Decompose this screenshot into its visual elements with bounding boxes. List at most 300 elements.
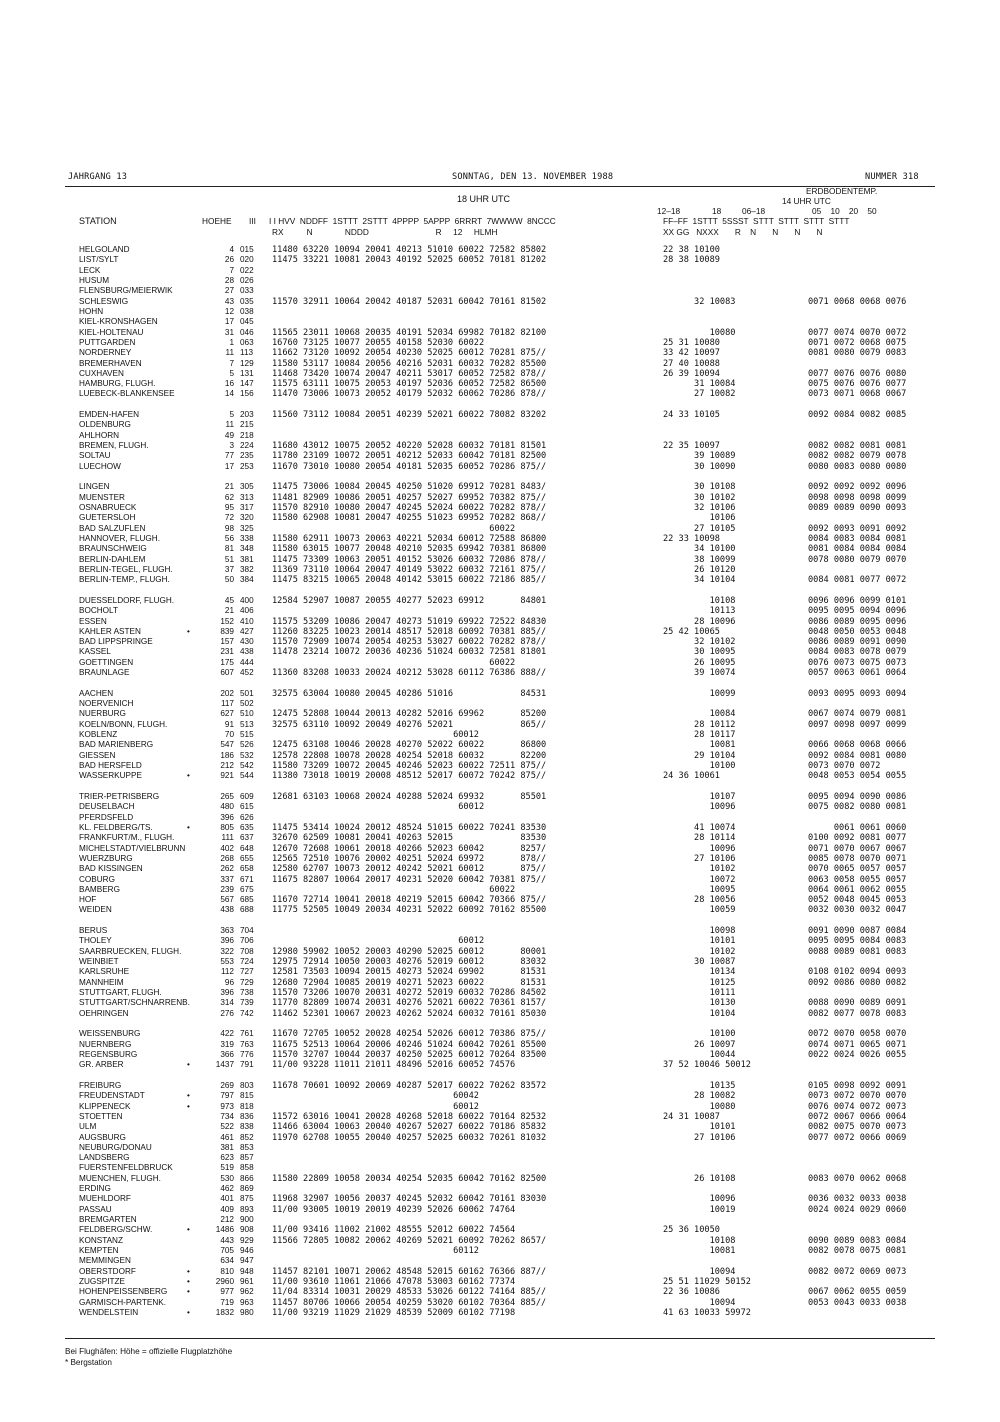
station-height: 26 — [224, 255, 234, 265]
synop-groups: 12980 59902 10052 20003 40290 52025 60012 80001 — [272, 946, 547, 957]
station-height: 734 — [220, 1111, 234, 1121]
station-row — [0, 524, 1000, 534]
station-id: 045 — [240, 317, 254, 327]
soil-temps: 0084 0083 0078 0079 — [808, 647, 907, 658]
station-name: FRANKFURT/M., FLUGH. — [79, 833, 175, 843]
period-groups: 22 38 10100 — [663, 245, 720, 255]
soil-temps: 0074 0071 0065 0071 — [808, 1039, 907, 1050]
station-row — [0, 575, 1000, 585]
station-height: 231 — [220, 647, 234, 657]
right-header-2: XX GG NXXX R N N N N — [663, 227, 823, 237]
synop-groups: 11/00 93005 10019 20019 40239 52026 60062 74764 — [272, 1204, 516, 1215]
synop-groups: 11675 52513 10064 20006 40246 51024 60042 70261 85500 — [272, 1039, 547, 1050]
synop-groups: 11580 62911 10073 20063 40221 52034 60012 72588 86800 — [272, 533, 547, 544]
synop-groups: 11475 83215 10065 20048 40142 53015 60022 72186 885// — [272, 575, 547, 586]
station-row — [0, 451, 1000, 461]
station-name: FREUDENSTADT — [79, 1091, 145, 1101]
station-name: BERLIN-TEMP., FLUGH. — [79, 575, 170, 585]
period-groups: 10099 — [663, 688, 736, 699]
period-groups: 10081 — [663, 1246, 736, 1257]
spacer-row — [0, 400, 1000, 410]
station-height: 31 — [224, 327, 234, 337]
station-height: 553 — [220, 957, 234, 967]
station-id: 438 — [240, 647, 254, 657]
period-groups: 26 10120 — [663, 564, 736, 575]
station-row — [0, 854, 1000, 864]
station-row — [0, 379, 1000, 389]
period-groups: 28 38 10089 — [663, 255, 720, 266]
station-id: 655 — [240, 853, 254, 863]
station-height: 117 — [220, 699, 234, 709]
soil-temps: 0070 0065 0057 0057 — [808, 864, 907, 875]
station-id: 738 — [240, 988, 254, 998]
station-height: 530 — [220, 1173, 234, 1183]
period-groups: 10101 — [663, 936, 736, 947]
station-header: STATION — [79, 216, 117, 226]
station-height: 1 — [229, 337, 234, 347]
station-row — [0, 802, 1000, 812]
period-groups: 10044 — [663, 1049, 736, 1060]
soil-temps: 0077 0074 0070 0072 — [808, 327, 907, 338]
synop-groups: 11675 82807 10064 20017 40231 52020 60042 70381 875// — [272, 874, 547, 885]
station-height: 401 — [220, 1194, 234, 1204]
station-name: KASSEL — [79, 647, 111, 657]
soil-temps: 0048 0050 0053 0048 — [808, 626, 907, 637]
spacer-row — [0, 1019, 1000, 1029]
synop-groups: 11580 53117 10084 20056 40216 52031 60032 70282 85500 — [272, 358, 547, 369]
synop-groups: 11570 73206 10070 20031 40272 52019 60032 70286 84502 — [272, 988, 547, 999]
station-name: FUERSTENFELDBRUCK — [79, 1163, 173, 1173]
synop-groups: 11570 82910 10080 20047 40245 52024 60022 70282 878// — [272, 503, 547, 513]
synop-groups: 11466 63004 10063 20040 40267 52027 60022 70186 85832 — [272, 1122, 547, 1133]
station-id: 727 — [240, 967, 254, 977]
spacer-row — [0, 1071, 1000, 1081]
synop-groups: 11678 70601 10092 20069 40287 52017 60022 70262 83572 — [272, 1080, 547, 1091]
period-groups: 25 42 10065 — [663, 626, 720, 637]
synop-groups: 11475 53414 10024 20012 48524 51015 60022 70241 83530 — [272, 822, 547, 833]
station-id: 513 — [240, 719, 254, 729]
station-name: BAD HERSFELD — [79, 761, 142, 770]
soil-temps: 0072 0067 0066 0064 — [808, 1111, 907, 1122]
station-id: 685 — [240, 895, 254, 905]
station-height: 634 — [220, 1256, 234, 1266]
station-name: LIST/SYLT — [79, 255, 119, 265]
station-height: 337 — [220, 874, 234, 884]
station-height: 27 — [224, 286, 234, 296]
period-groups: 10100 — [663, 761, 736, 771]
period-groups: 39 10089 — [663, 451, 736, 462]
spacer-row — [0, 916, 1000, 926]
station-height: 519 — [220, 1163, 234, 1173]
period-groups: 27 10106 — [663, 1132, 736, 1143]
station-name: FREIBURG — [79, 1080, 122, 1090]
station-row — [0, 1122, 1000, 1132]
soil-temps: 0067 0062 0055 0059 — [808, 1287, 907, 1298]
synop-groups: 60022 — [272, 884, 516, 895]
station-height: 396 — [220, 812, 234, 822]
soil-temps: 0082 0077 0078 0083 — [808, 1008, 907, 1019]
station-name: KAHLER ASTEN — [79, 626, 141, 636]
period-groups: 24 31 10087 — [663, 1111, 720, 1122]
period-groups: 10059 — [663, 905, 736, 916]
station-name: AHLHORN — [79, 430, 120, 440]
synop-groups: 11570 72909 10074 20054 40253 53027 60022 70282 878// — [272, 637, 547, 648]
station-id: 836 — [240, 1111, 254, 1121]
station-height: 212 — [220, 761, 234, 770]
station-row — [0, 596, 1000, 606]
station-id: 501 — [240, 688, 254, 698]
synop-groups: 11/00 93610 11061 21066 47078 53003 60162 77374 — [272, 1277, 516, 1287]
synop-groups: 11780 23109 10072 20051 40212 52033 60042 70181 82500 — [272, 451, 547, 462]
station-row — [0, 1102, 1000, 1112]
station-row — [0, 276, 1000, 286]
station-name: NORDERNEY — [79, 348, 132, 358]
synop-groups: 11475 73309 10063 20051 40152 53026 60032 72086 878// — [272, 554, 547, 565]
synop-groups: 16760 73125 10077 20055 40158 52030 60022 — [272, 337, 485, 348]
station-row — [0, 1277, 1000, 1287]
station-row — [0, 1133, 1000, 1143]
station-height: 49 — [224, 430, 234, 440]
station-row — [0, 534, 1000, 544]
station-name: LUECHOW — [79, 461, 121, 471]
station-id: 947 — [240, 1256, 254, 1266]
synop-groups: 11/00 93416 11002 21002 48555 52012 60022 74564 — [272, 1225, 516, 1236]
station-name: OLDENBURG — [79, 420, 131, 430]
soil-temps: 0078 0080 0079 0070 — [808, 554, 907, 565]
station-id: 929 — [240, 1235, 254, 1245]
station-name: WASSERKUPPE — [79, 771, 142, 781]
mountain-marker: • — [187, 1091, 190, 1101]
station-name: HOF — [79, 895, 97, 905]
soil-temps: 0081 0084 0084 0084 — [808, 544, 907, 555]
station-row — [0, 328, 1000, 338]
station-row — [0, 957, 1000, 967]
station-row — [0, 1029, 1000, 1039]
station-height: 7 — [229, 265, 234, 275]
station-row — [0, 462, 1000, 472]
station-id: 502 — [240, 699, 254, 709]
period-groups: 28 10096 — [663, 616, 736, 627]
period-groups: 10108 — [663, 1235, 736, 1246]
station-row — [0, 606, 1000, 616]
station-row — [0, 823, 1000, 833]
synop-groups: 11565 23011 10068 20035 40191 52034 69982 70182 82100 — [272, 327, 547, 338]
synop-groups: 11580 22809 10058 20034 40254 52035 60042 70162 82500 — [272, 1173, 547, 1184]
synop-groups: 11/00 93228 11011 21011 48496 52016 60052 74576 — [272, 1060, 516, 1071]
synop-groups: 11970 62708 10055 20040 40257 52025 60032 70261 81032 — [272, 1132, 547, 1143]
station-height: 91 — [224, 719, 234, 729]
period-groups: 28 10112 — [663, 719, 736, 730]
station-height: 402 — [220, 843, 234, 853]
station-row — [0, 286, 1000, 296]
soil-temps: 0089 0089 0090 0093 — [808, 503, 907, 513]
synop-groups: 11770 82809 10074 20031 40276 52021 60022 70361 8157/ — [272, 998, 547, 1009]
station-row — [0, 1194, 1000, 1204]
synop-groups: 60012 — [272, 936, 485, 947]
station-row — [0, 1287, 1000, 1297]
station-height: 72 — [224, 513, 234, 523]
station-id: 406 — [240, 606, 254, 616]
station-name: WEINBIET — [79, 957, 119, 967]
synop-groups: 11470 73006 10073 20052 40179 52032 60062 70286 878// — [272, 389, 547, 400]
station-name: WEISSENBURG — [79, 1029, 141, 1039]
soil-temps: 0077 0072 0066 0069 — [808, 1132, 907, 1143]
station-id: 444 — [240, 657, 254, 667]
station-id: 224 — [240, 441, 254, 451]
period-groups: 10104 — [663, 1008, 736, 1019]
station-name: KL. FELDBERG/TS. — [79, 822, 153, 832]
station-height: 409 — [220, 1204, 234, 1214]
station-id: 761 — [240, 1029, 254, 1039]
station-name: KEMPTEN — [79, 1246, 119, 1256]
station-id: 384 — [240, 575, 254, 585]
station-height: 921 — [220, 771, 234, 781]
station-row — [0, 844, 1000, 854]
station-height: 480 — [220, 802, 234, 812]
station-name: SOLTAU — [79, 451, 111, 461]
station-row — [0, 709, 1000, 719]
synop-groups: 32670 62509 10081 20041 40263 52015 83530 — [272, 833, 547, 844]
station-row — [0, 245, 1000, 255]
station-height: 95 — [224, 503, 234, 512]
station-id: 430 — [240, 637, 254, 647]
synop-groups: 11260 83225 10023 20014 48517 52018 60092 70381 885// — [272, 626, 547, 637]
period-groups: 10101 — [663, 1122, 736, 1133]
period-18: 18 — [712, 206, 722, 216]
station-name: SCHLESWIG — [79, 296, 129, 306]
station-name: NUERNBERG — [79, 1039, 132, 1049]
period-groups: 30 10095 — [663, 647, 736, 658]
station-name: AUGSBURG — [79, 1132, 126, 1142]
synop-groups: 11475 33221 10081 20043 40192 52025 60052 70181 81202 — [272, 255, 547, 266]
station-row — [0, 420, 1000, 430]
station-name: MUENCHEN, FLUGH. — [79, 1173, 161, 1183]
synop-groups: 32575 63110 10092 20049 40276 52021 865// — [272, 719, 547, 730]
station-name: HOHN — [79, 306, 104, 316]
station-height: 96 — [224, 977, 234, 987]
period-groups: 24 33 10105 — [663, 410, 720, 421]
station-height: 98 — [224, 523, 234, 533]
station-id: 215 — [240, 420, 254, 430]
station-id: 015 — [240, 245, 254, 254]
soil-temps: 0071 0072 0068 0075 — [808, 337, 907, 348]
soil-temps: 0108 0102 0094 0093 — [808, 967, 907, 978]
period-groups: 27 10105 — [663, 523, 736, 534]
soil-temps: 0071 0070 0067 0067 — [808, 843, 907, 854]
mountain-marker: • — [187, 1060, 190, 1070]
station-row — [0, 1040, 1000, 1050]
station-row — [0, 266, 1000, 276]
station-row — [0, 1184, 1000, 1194]
station-name: SAARBRUECKEN, FLUGH. — [79, 946, 182, 956]
soil-temps: 0077 0076 0076 0080 — [808, 368, 907, 379]
station-name: NEUBURG/DONAU — [79, 1142, 152, 1152]
period-groups: 28 10114 — [663, 833, 736, 844]
period-groups: 10106 — [663, 513, 736, 524]
station-name: BAD SALZUFLEN — [79, 523, 146, 533]
period-groups: 25 36 10050 — [663, 1225, 720, 1236]
synop-groups: 11775 52505 10049 20034 40231 52022 60092 70162 85500 — [272, 905, 547, 916]
station-id: 946 — [240, 1246, 254, 1256]
period-groups: 10072 — [663, 874, 736, 885]
station-height: 627 — [220, 709, 234, 719]
station-row — [0, 668, 1000, 678]
station-name: HAMBURG, FLUGH. — [79, 379, 156, 389]
station-height: 322 — [220, 946, 234, 956]
station-id: 962 — [240, 1287, 254, 1297]
station-height: 7 — [229, 358, 234, 368]
mountain-marker: • — [187, 1307, 190, 1317]
soil-temps: 0095 0095 0084 0083 — [808, 936, 907, 947]
station-id: 776 — [240, 1049, 254, 1059]
synop-groups: 11380 73018 10019 20008 48512 52017 60072 70242 875// — [272, 771, 547, 782]
station-id: 156 — [240, 389, 254, 399]
station-name: OEHRINGEN — [79, 1008, 129, 1018]
station-id: 818 — [240, 1101, 254, 1111]
right-header-1: FF–FF 1STTT 5SSST STTT STTT STTT STTT — [663, 216, 850, 226]
station-name: KOELN/BONN, FLUGH. — [79, 719, 168, 729]
station-height: 462 — [220, 1184, 234, 1194]
station-row — [0, 338, 1000, 348]
soil-temps: 0092 0084 0081 0080 — [808, 750, 907, 761]
station-id: 838 — [240, 1122, 254, 1132]
station-height: 16 — [224, 379, 234, 389]
synop-groups: 12475 63108 10046 20028 40270 52022 60022 86800 — [272, 740, 547, 751]
station-row — [0, 978, 1000, 988]
bottom-rule — [65, 1338, 935, 1339]
station-name: BAD MARIENBERG — [79, 740, 154, 750]
synop-groups: 11580 73209 10072 20045 40246 52023 60022 72511 875// — [272, 761, 547, 771]
station-height: 805 — [220, 822, 234, 832]
station-name: WENDELSTEIN — [79, 1307, 139, 1317]
station-name: BERUS — [79, 926, 108, 936]
soil-depths: 05 10 20 50 — [812, 206, 877, 216]
station-name: KLIPPENECK — [79, 1101, 131, 1111]
synop-groups: 11662 73120 10092 20054 40230 52025 60012 70281 875// — [272, 348, 547, 359]
soil-temps: 0082 0075 0070 0073 — [808, 1122, 907, 1133]
mountain-marker: • — [187, 626, 190, 636]
period-groups: 10081 — [663, 740, 736, 751]
group-header-2: RX N NDDD R 12 HLMH — [272, 227, 498, 237]
synop-groups: 11457 82101 10071 20062 48548 52015 60162 76366 887// — [272, 1266, 547, 1277]
station-height: 262 — [220, 864, 234, 874]
station-id: 381 — [240, 554, 254, 564]
soil-temps: 0084 0083 0084 0081 — [808, 533, 907, 544]
footnotes — [65, 1346, 232, 1368]
soil-temps: 0032 0030 0032 0047 — [808, 905, 907, 916]
station-id: 113 — [240, 348, 254, 358]
synop-groups: 12584 52907 10087 20055 40277 52023 69912 84801 — [272, 595, 547, 606]
station-name: STOETTEN — [79, 1111, 123, 1121]
station-id: 658 — [240, 864, 254, 874]
station-name: MICHELSTADT/VIELBRUNN — [79, 843, 186, 853]
station-row — [0, 482, 1000, 492]
station-row — [0, 658, 1000, 668]
synop-groups: 11457 80706 10066 20054 40259 53020 60102 70364 885// — [272, 1297, 547, 1308]
soil-temps: 0064 0061 0062 0055 — [808, 884, 907, 895]
soil-temps: 0024 0024 0029 0060 — [808, 1204, 907, 1215]
station-row — [0, 895, 1000, 905]
soil-temps: 0091 0090 0087 0084 — [808, 926, 907, 937]
station-name: BAD KISSINGEN — [79, 864, 143, 874]
period-groups: 25 51 11029 50152 — [663, 1277, 751, 1287]
period-groups: 30 10102 — [663, 492, 736, 503]
report-number: NUMMER 318 — [865, 172, 919, 182]
station-id: 875 — [240, 1194, 254, 1204]
station-row — [0, 792, 1000, 802]
station-row — [0, 875, 1000, 885]
period-groups: 10107 — [663, 791, 736, 802]
station-row — [0, 771, 1000, 781]
period-groups: 37 52 10046 50012 — [663, 1060, 751, 1071]
period-groups: 22 35 10097 — [663, 441, 720, 452]
station-row — [0, 503, 1000, 513]
station-height: 396 — [220, 936, 234, 946]
station-height: 11 — [225, 348, 234, 358]
report-date: SONNTAG, DEN 13. NOVEMBER 1988 — [452, 172, 614, 182]
station-id: 648 — [240, 843, 254, 853]
station-height: 62 — [224, 492, 234, 502]
soil-temps: 0073 0071 0068 0067 — [808, 389, 907, 400]
synop-groups: 12975 72914 10050 20003 40276 52019 60012 83032 — [272, 957, 547, 968]
station-name: OSNABRUECK — [79, 503, 137, 512]
synop-groups: 11478 23214 10072 20036 40236 51024 60032 72581 81801 — [272, 647, 547, 658]
station-row — [0, 441, 1000, 451]
station-row — [0, 926, 1000, 936]
station-height: 14 — [224, 389, 234, 399]
station-name: BRAUNSCHWEIG — [79, 544, 147, 554]
station-name: KIEL-HOLTENAU — [79, 327, 144, 337]
synop-groups: 12681 63103 10068 20024 40288 52024 69932 85501 — [272, 791, 547, 802]
station-name: GUETERSLOH — [79, 513, 136, 523]
station-name: GARMISCH-PARTENK. — [79, 1297, 167, 1307]
period-groups: 25 31 10080 — [663, 337, 720, 348]
soil-temps: 0088 0089 0081 0083 — [808, 946, 907, 957]
synop-groups: 11572 63016 10041 20028 40268 52018 60022 70164 82532 — [272, 1111, 547, 1122]
station-id: 515 — [240, 730, 254, 740]
station-id: 305 — [240, 482, 254, 492]
period-groups: 30 10087 — [663, 957, 736, 968]
station-id: 858 — [240, 1163, 254, 1173]
station-id: 900 — [240, 1215, 254, 1225]
period-groups: 32 10106 — [663, 503, 736, 513]
soil-temps: 0092 0093 0091 0092 — [808, 523, 907, 534]
station-name: DEUSELBACH — [79, 802, 135, 812]
top-rule — [65, 186, 935, 187]
station-row — [0, 1050, 1000, 1060]
period-06-18: 06–18 — [742, 206, 766, 216]
period-groups: 10102 — [663, 864, 736, 875]
station-row — [0, 1060, 1000, 1070]
period-groups: 32 10083 — [663, 296, 736, 307]
station-height: 547 — [220, 740, 234, 750]
volume-label: JAHRGANG 13 — [68, 172, 128, 182]
station-id: 688 — [240, 905, 254, 915]
soil-temps: 0076 0073 0075 0073 — [808, 657, 907, 668]
station-name: DUESSELDORF, FLUGH. — [79, 595, 175, 605]
period-groups: 33 42 10097 — [663, 348, 720, 359]
station-row — [0, 1308, 1000, 1318]
station-id: 763 — [240, 1039, 254, 1049]
station-row — [0, 565, 1000, 575]
period-groups: 10080 — [663, 1101, 736, 1112]
station-name: AACHEN — [79, 688, 114, 698]
station-height: 973 — [220, 1101, 234, 1111]
station-row — [0, 740, 1000, 750]
station-id: 313 — [240, 492, 254, 502]
station-name: GIESSEN — [79, 750, 116, 760]
spacer-row — [0, 472, 1000, 482]
